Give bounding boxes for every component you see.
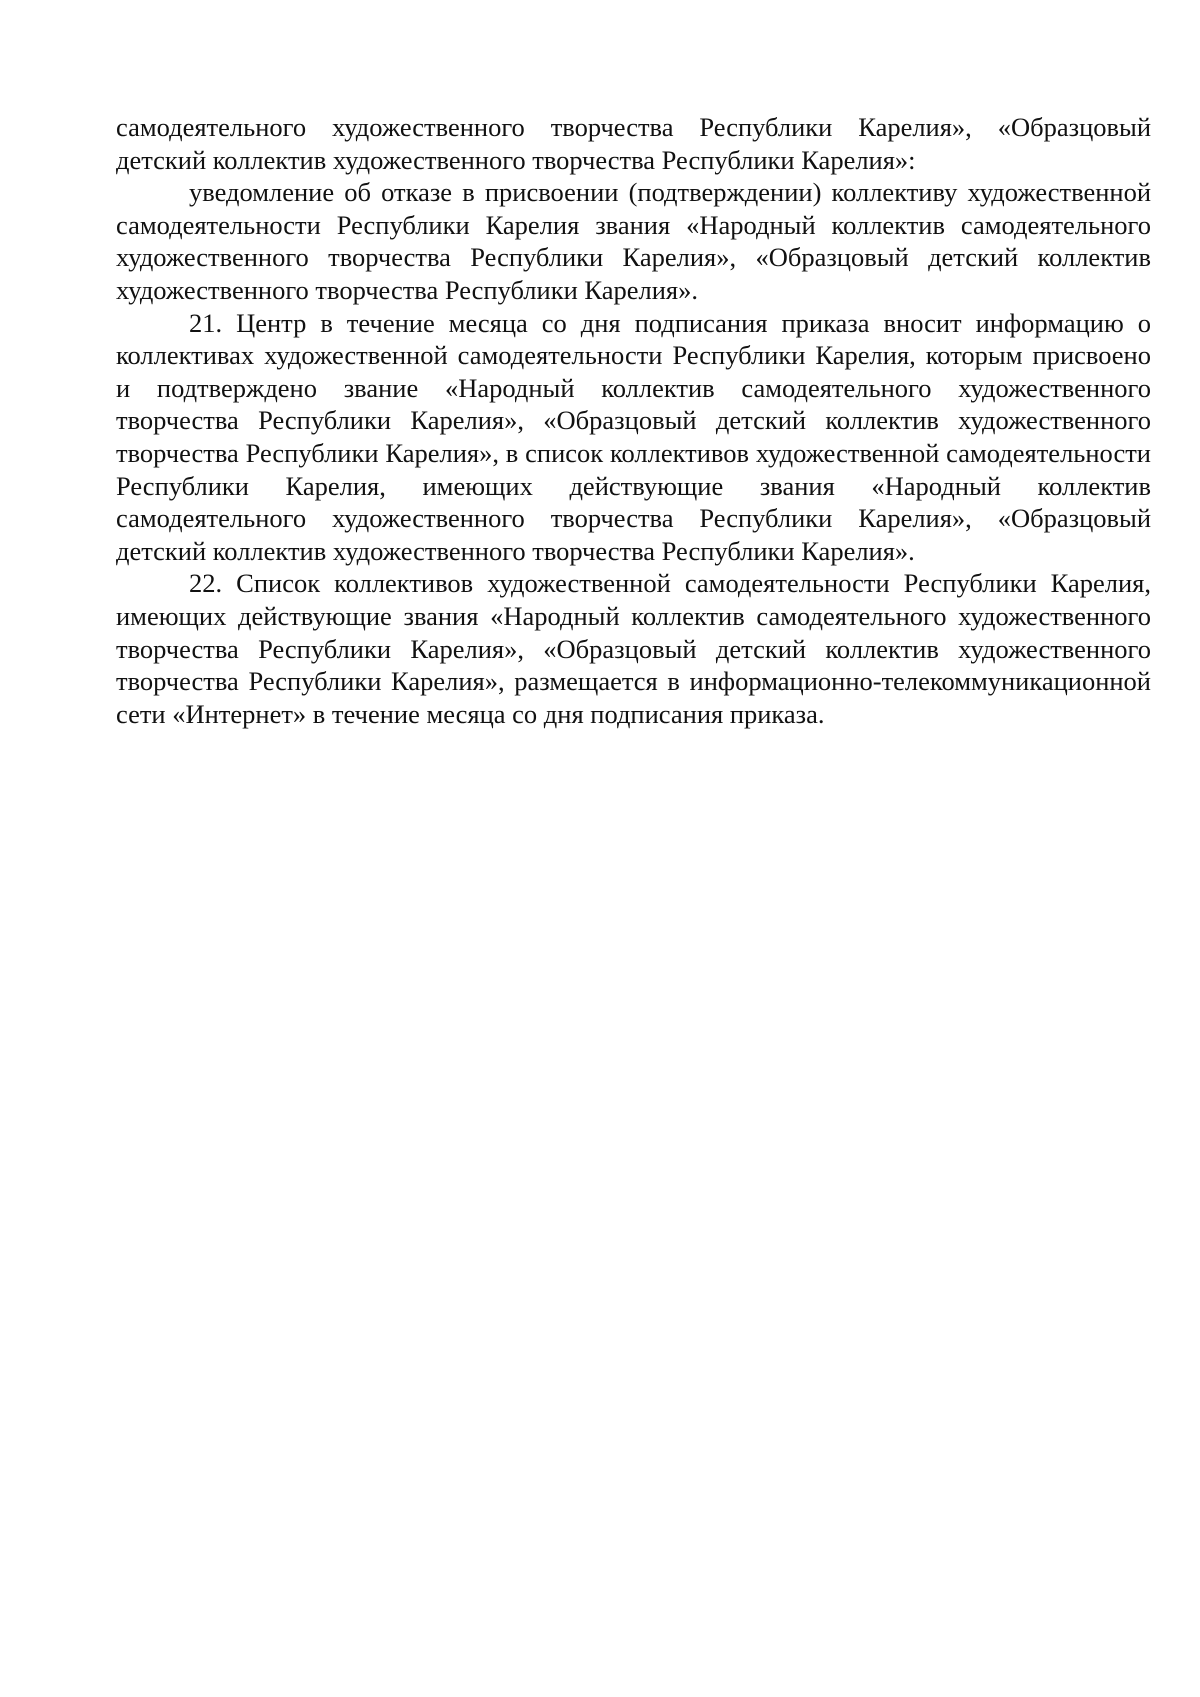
paragraph-item-21: 21. Центр в течение месяца со дня подписания приказа вносит информацию о коллективах художественной самодеятельности Республики Карелия, которым присвоено и подтверждено звание «Народный коллектив самодеятельного художественного творчества Республики Карелия», «Образцовый детский коллектив художественного творчества Республики Карелия», в список коллективов художественной самодеятельности Республики Карелия, имеющих действующие звания «Народный коллектив самодеятельного художественного творчества Республики Карелия», «Образцовый детский коллектив художественного творчества Республики Карелия». [116, 307, 1151, 566]
document-page [116, 111, 1151, 730]
paragraph-continuation: самодеятельного художественного творчества Республики Карелия», «Образцовый детский коллектив художественного творчества Республики Карелия»: [116, 112, 1151, 175]
paragraph-notice-refusal: уведомление об отказе в присвоении (подтверждении) коллективу художественной самодеятельности Республики Карелия звания «Народный коллектив самодеятельного художественного творчества Республики Карелия», «Образцовый детский коллектив художественного творчества Республики Карелия». [116, 177, 1151, 305]
paragraph-item-22: 22. Список коллективов художественной самодеятельности Республики Карелия, имеющих действующие звания «Народный коллектив самодеятельного художественного творчества Республики Карелия», «Образцовый детский коллектив художественного творчества Республики Карелия», размещается в информационно-телекоммуникационной сети «Интернет» в течение месяца со дня подписания приказа. [116, 568, 1151, 729]
